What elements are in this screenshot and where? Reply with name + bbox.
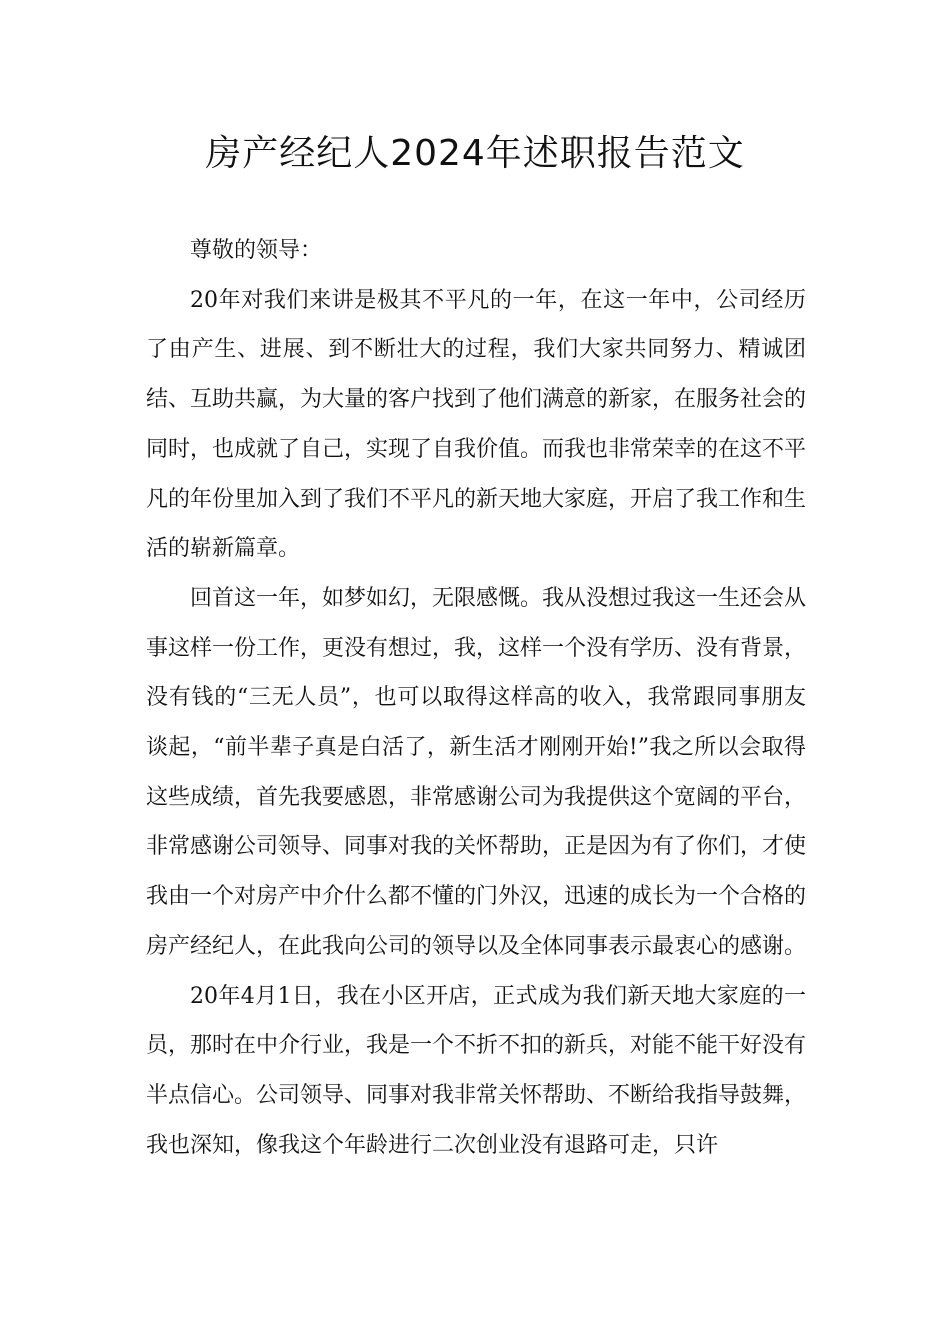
paragraph-1: 20年对我们来讲是极其不平凡的一年，在这一年中，公司经历了由产生、进展、到不断壮大的过程，我们大家共同努力、精诚团结、互助共赢，为大量的客户找到了他们满意的新家，在服务社会的同时，也成就了自己，实现了自我价值。而我也非常荣幸的在这不平凡的年份里加入到了我们不平凡的新天地大家庭，开启了我工作和生活的崭新篇章。 <box>146 287 807 562</box>
paragraph-3: 20年4月1日，我在小区开店，正式成为我们新天地大家庭的一员，那时在中介行业，我是一个不折不扣的新兵，对能不能干好没有半点信心。公司领导、同事对我非常关怀帮助、不断给我指导鼓舞，我也深知，像我这个年龄进行二次创业没有退路可走，只许 <box>146 983 807 1158</box>
page-title: 房产经纪人2024年述职报告范文 <box>205 133 745 174</box>
paragraph-2: 回首这一年，如梦如幻，无限感慨。我从没想过我这一生还会从事这样一份工作，更没有想过，我，这样一个没有学历、没有背景，没有钱的“三无人员”，也可以取得这样高的收入，我常跟同事朋友谈起，“前半辈子真是白活了，新生活才刚刚开始!”我之所以会取得这些成绩，首先我要感恩，非常感谢公司为我提供这个宽阔的平台，非常感谢公司领导、同事对我的关怀帮助，正是因为有了你们，才使我由一个对房产中介什么都不懂的门外汉，迅速的成长为一个合格的房产经纪人，在此我向公司的领导以及全体同事表示最衷心的感谢。 <box>146 585 807 959</box>
salutation: 尊敬的领导： <box>190 238 323 263</box>
document-body <box>146 226 806 1170</box>
